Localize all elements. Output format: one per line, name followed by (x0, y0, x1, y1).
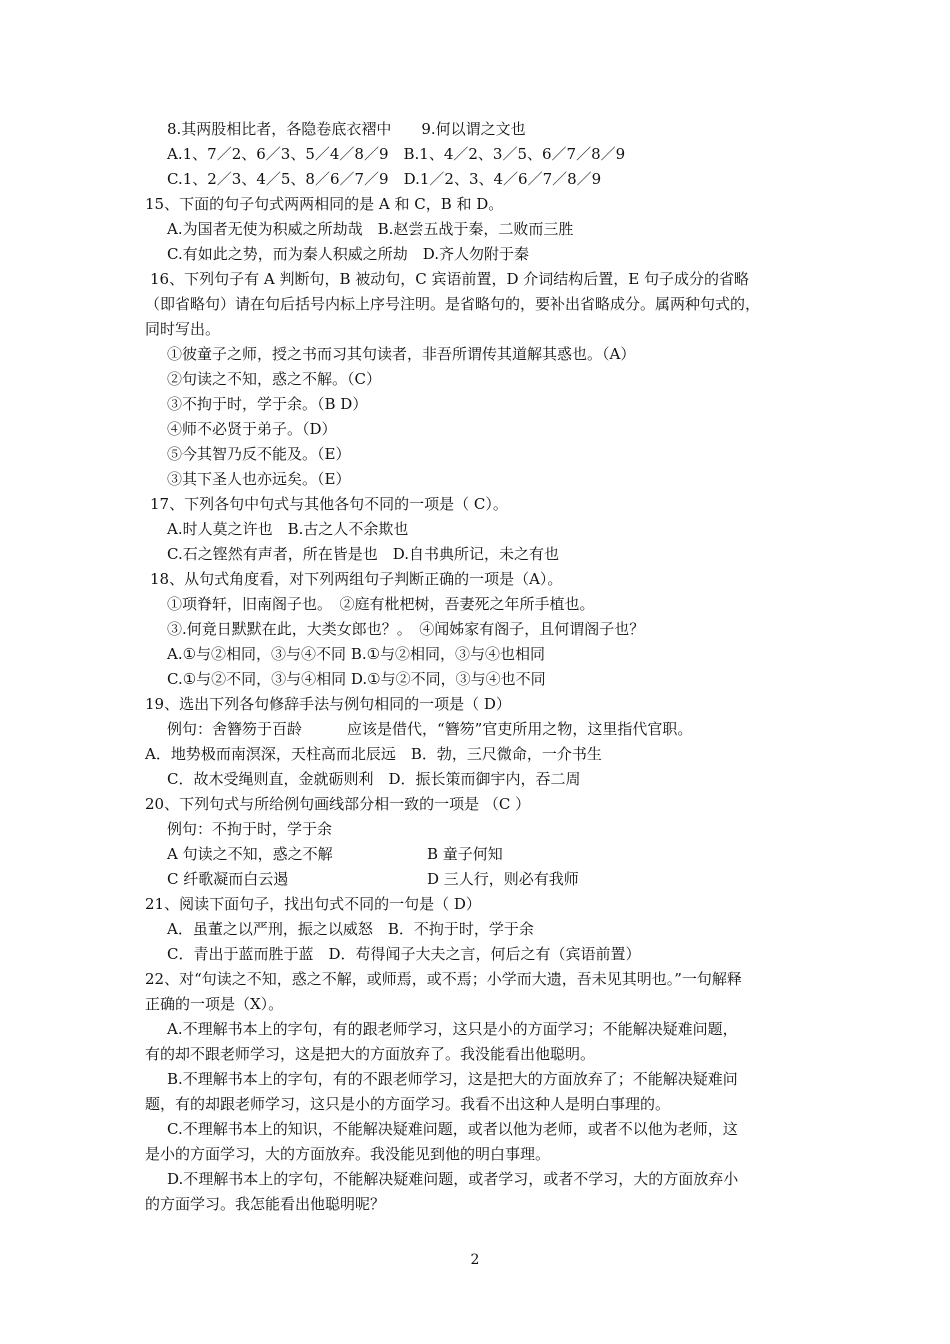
text-line: ③其下圣人也亦远矣。（E） (167, 470, 351, 488)
text-line: D 三人行，则必有我师 (427, 870, 579, 888)
question-19: 19、选出下列各句修辞手法与例句相同的一项是（ D） (145, 695, 511, 713)
text-line: A．地势极而南溟深，天柱高而北辰远 B．勃，三尺微命，一介书生 (145, 745, 602, 763)
text-line: C.不理解书本上的知识，不能解决疑难问题，或者以他为老师，或者不以他为老师，这 (167, 1120, 738, 1138)
text-line: C.有如此之势，而为秦人积威之所劫 D.齐人勿附于秦 (167, 245, 529, 263)
question-15: 15、下面的句子句式两两相同的是 A 和 C，B 和 D。 (145, 195, 504, 213)
text-line: ⑤今其智乃反不能及。（E） (167, 445, 351, 463)
text-line: A 句读之不知，惑之不解 (167, 845, 333, 863)
text-line: C 纤歌凝而白云遏 (167, 870, 289, 888)
text-line: 有的却不跟老师学习，这是把大的方面放弃了。我没能看出他聪明。 (145, 1045, 596, 1063)
text-line: 正确的一项是（X）。 (145, 995, 284, 1013)
question-18: 18、从句式角度看，对下列两组句子判断正确的一项是（A）。 (150, 570, 563, 588)
text-line: A.不理解书本上的字句，有的跟老师学习，这只是小的方面学习；不能解决疑难问题， (167, 1020, 738, 1038)
page-number: 2 (470, 1252, 480, 1268)
question-22: 22、对“句读之不知，惑之不解，或师焉，或不焉；小学而大遗，吾未见其明也。”一句解释 (145, 970, 742, 988)
text-line: D.不理解书本上的字句，不能解决疑难问题，或者学习，或者不学习，大的方面放弃小 (167, 1170, 739, 1188)
text-line: C.1、2／3、4／5、8／6／7／9 D.1／2、3、4／6／7／8／9 (167, 170, 602, 188)
text-line: 的方面学习。我怎能看出他聪明呢？ (145, 1195, 386, 1213)
text-line: 例句：不拘于时，学于余 (167, 820, 333, 838)
text-line: 是小的方面学习，大的方面放弃。我没能见到他的明白事理。 (145, 1145, 551, 1163)
text-line: A.1、7／2、6／3、5／4／8／9 B.1、4／2、3／5、6／7／8／9 (167, 145, 626, 163)
text-line: ③不拘于时，学于余。（B D） (167, 395, 368, 413)
text-line: ④师不必贤于弟子。（D） (167, 420, 337, 438)
text-line: A.为国者无使为积威之所劫哉 B.赵尝五战于秦，二败而三胜 (167, 220, 574, 238)
text-line: A.时人莫之许也 B.古之人不余欺也 (167, 520, 409, 538)
text-line: 同时写出。 (145, 320, 221, 338)
text-line: 题，有的却跟老师学习，这只是小的方面学习。我看不出这种人是明白事理的。 (145, 1095, 671, 1113)
text-line: B 童子何知 (427, 845, 503, 863)
text-line: ②句读之不知，惑之不解。（C） (167, 370, 381, 388)
text-line: 例句：舍簪笏于百龄 应该是借代，“簪笏”官吏所用之物，这里指代官职。 (167, 720, 693, 738)
text-line: （即省略句）请在句后括号内标上序号注明。是省略句的，要补出省略成分。属两种句式的， (145, 295, 761, 313)
text-line: C.①与②不同，③与④相同 D.①与②不同，③与④也不同 (167, 670, 546, 688)
text-line: 8.其两股相比者，各隐卷底衣褶中 9.何以谓之文也 (167, 120, 526, 138)
text-line: ③.何竟日默默在此，大类女郎也？。 ④闻姊家有阁子，且何谓阁子也？ (167, 620, 645, 638)
text-line: C.石之铿然有声者，所在皆是也 D.自书典所记，未之有也 (167, 545, 559, 563)
text-line: C．故木受绳则直，金就砺则利 D．振长策而御宇内，吞二周 (167, 770, 581, 788)
text-line: C．青出于蓝而胜于蓝 D．苟得闻子大夫之言，何后之有（宾语前置） (167, 945, 641, 963)
question-20: 20、下列句式与所给例句画线部分相一致的一项是 （C ） (145, 795, 531, 813)
question-21: 21、阅读下面句子，找出句式不同的一句是（ D） (145, 895, 481, 913)
text-line: B.不理解书本上的字句，有的不跟老师学习，这是把大的方面放弃了；不能解决疑难问 (167, 1070, 738, 1088)
text-line: A．虽董之以严刑，振之以威怒 B．不拘于时，学于余 (167, 920, 534, 938)
text-line: A.①与②相同，③与④不同 B.①与②相同，③与④也相同 (167, 645, 546, 663)
question-17: 17、下列各句中句式与其他各句不同的一项是（ C）。 (150, 495, 508, 513)
text-line: ①彼童子之师，授之书而习其句读者，非吾所谓传其道解其惑也。（A） (167, 345, 636, 363)
text-line: ①项脊轩，旧南阁子也。 ②庭有枇杷树，吾妻死之年所手植也。 (167, 595, 595, 613)
question-16: 16、下列句子有 A 判断句，B 被动句，C 宾语前置，D 介词结构后置，E 句子成分的省略 (150, 270, 750, 288)
